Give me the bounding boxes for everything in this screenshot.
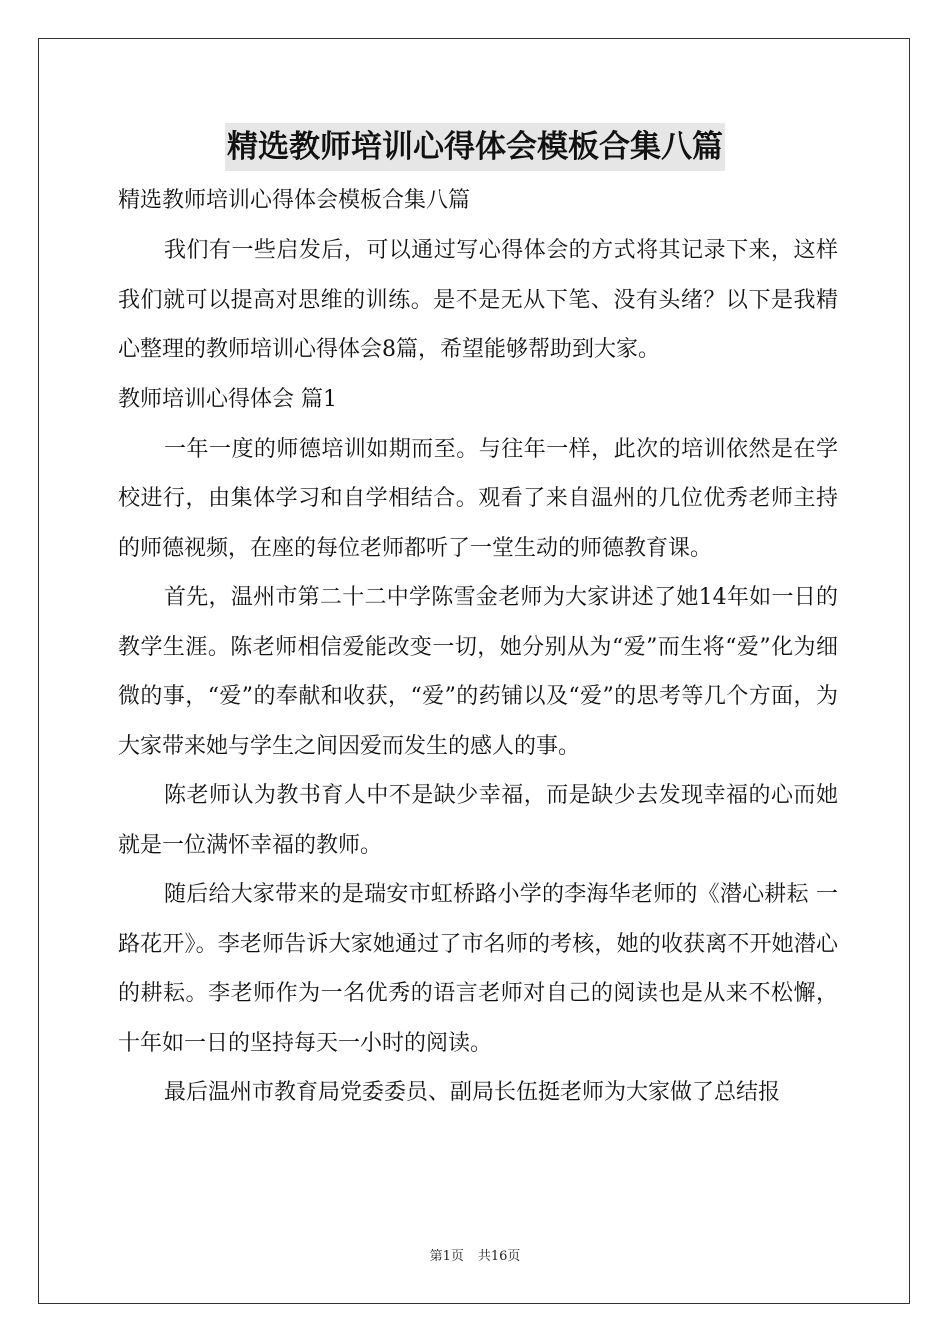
page-number: 第1页 <box>429 1249 464 1264</box>
section-heading: 教师培训心得体会 篇1 <box>118 386 337 412</box>
document-subtitle: 精选教师培训心得体会模板合集八篇 <box>118 188 471 213</box>
document-body <box>118 176 838 1118</box>
body-paragraph: 陈老师认为教书育人中不是缺少幸福，而是缺少去发现幸福的心而她就是一位满怀幸福的教师。 <box>118 783 838 858</box>
body-paragraph: 一年一度的师德培训如期而至。与往年一样，此次的培训依然是在学校进行，由集体学习和自学相结合。观看了来自温州的几位优秀老师主持的师德视频，在座的每位老师都听了一堂生动的师德教育课。 <box>118 436 838 561</box>
page-footer <box>0 1245 950 1264</box>
page-total: 共16页 <box>477 1249 521 1264</box>
document-title: 精选教师培训心得体会模板合集八篇 <box>225 123 725 171</box>
intro-paragraph: 我们有一些启发后，可以通过写心得体会的方式将其记录下来，这样我们就可以提高对思维的训练。是不是无从下笔、没有头绪？以下是我精心整理的教师培训心得体会8篇，希望能够帮助到大家。 <box>118 238 838 362</box>
title-wrap <box>0 123 950 171</box>
body-paragraph: 最后温州市教育局党委委员、副局长伍挺老师为大家做了总结报 <box>164 1080 781 1105</box>
body-paragraph: 随后给大家带来的是瑞安市虹桥路小学的李海华老师的《潜心耕耘 一路花开》。李老师告诉大家她通过了市名师的考核，她的收获离不开她潜心的耕耘。李老师作为一名优秀的语言老师对自己的阅读也是从来不松懈，十年如一日的坚持每天一小时的阅读。 <box>118 882 838 1056</box>
body-paragraph: 首先，温州市第二十二中学陈雪金老师为大家讲述了她14年如一日的教学生涯。陈老师相信爱能改变一切，她分别从为“爱”而生将“爱”化为细微的事，“爱”的奉献和收获，“爱”的药铺以及“爱”的思考等几个方面，为大家带来她与学生之间因爱而发生的感人的事。 <box>118 585 838 759</box>
